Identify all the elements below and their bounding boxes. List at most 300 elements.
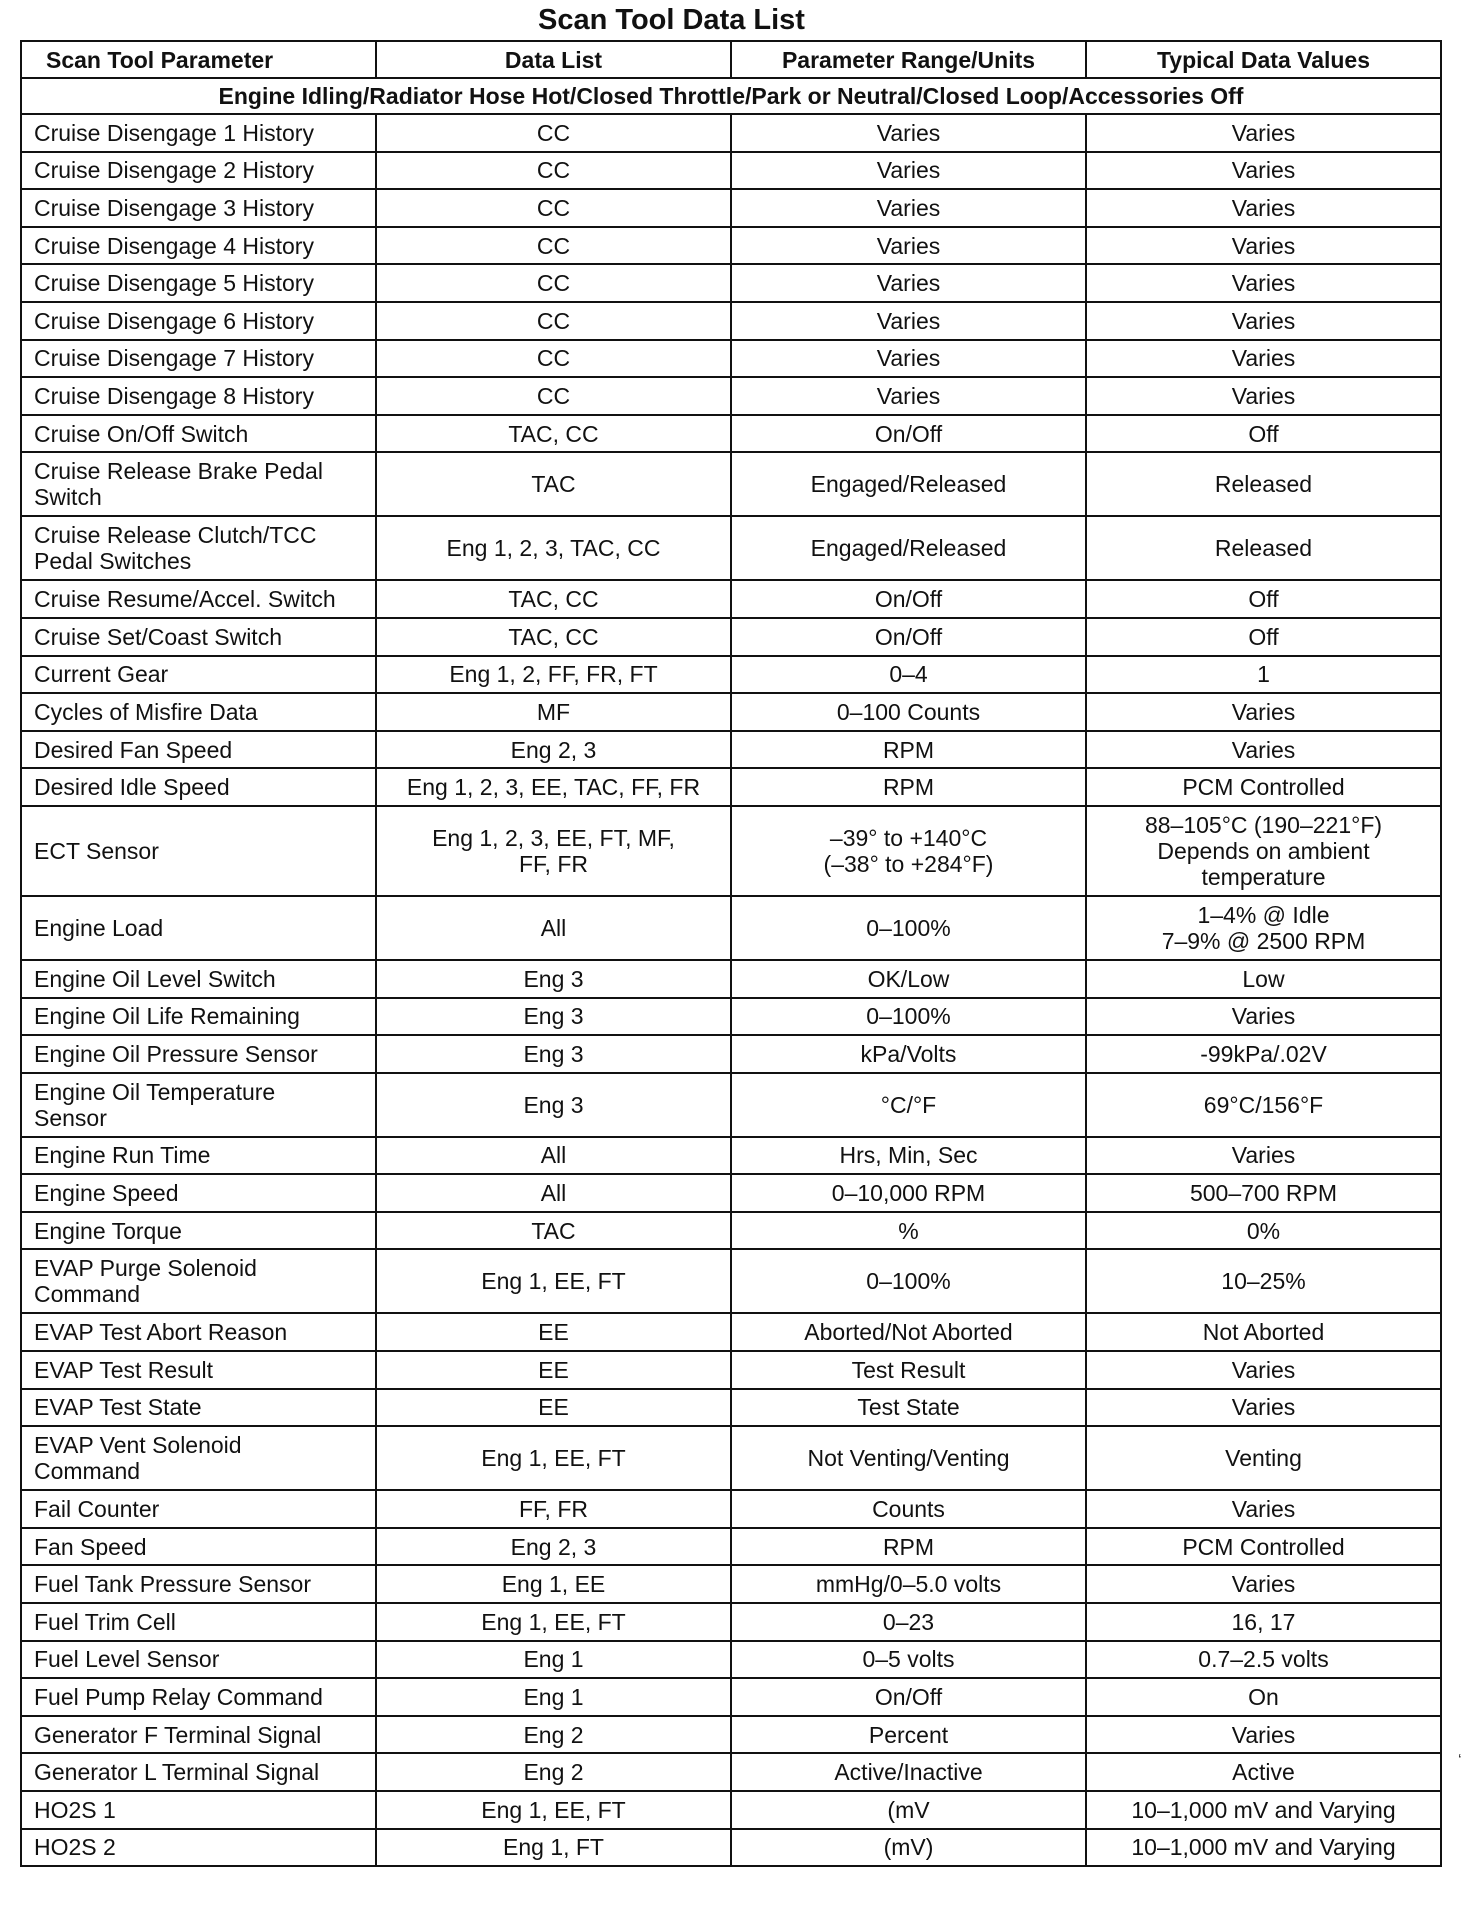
- cell-data-list: [376, 452, 731, 516]
- cell-data-list-line: Eng 1: [523, 1646, 584, 1673]
- section-heading: Engine Idling/Radiator Hose Hot/Closed Throttle/Park or Neutral/Closed Loop/Accessories Off: [21, 78, 1441, 114]
- cell-parameter-line: Desired Idle Speed: [34, 774, 230, 801]
- cell-range-units-line: °C/°F: [880, 1091, 937, 1118]
- cell-data-list-line: CC: [536, 307, 571, 334]
- cell-parameter-line: Cruise Disengage 7 History: [34, 345, 314, 372]
- cell-data-list: [376, 1212, 731, 1250]
- cell-range-units: [731, 618, 1086, 656]
- cell-parameter-line: Sensor: [34, 1104, 107, 1131]
- cell-typical-value: [1086, 768, 1441, 806]
- cell-range-units-line: Varies: [876, 194, 941, 221]
- cell-data-list: [376, 1073, 731, 1137]
- cell-typical-value: [1086, 693, 1441, 731]
- cell-typical-value-line: Depends on ambient: [1157, 837, 1370, 864]
- cell-typical-value-line: Varies: [1231, 1142, 1296, 1169]
- cell-parameter-line: Current Gear: [34, 661, 169, 688]
- cell-typical-value-line: 10–1,000 mV and Varying: [1131, 1796, 1396, 1823]
- cell-data-list: [376, 1678, 731, 1716]
- cell-typical-value-line: -99kPa/.02V: [1200, 1040, 1327, 1067]
- cell-data-list-line: CC: [536, 119, 571, 146]
- cell-data-list: [376, 1641, 731, 1679]
- cell-data-list: [376, 516, 731, 580]
- cell-range-units-line: %: [898, 1217, 919, 1244]
- table-row: [21, 998, 1441, 1036]
- cell-data-list-line: Eng 1, 2, 3, TAC, CC: [446, 535, 661, 562]
- cell-typical-value: [1086, 960, 1441, 998]
- cell-parameter: [21, 1212, 376, 1250]
- cell-typical-value: [1086, 1528, 1441, 1566]
- cell-parameter: [21, 1035, 376, 1073]
- cell-range-units: [731, 516, 1086, 580]
- cell-parameter: [21, 1753, 376, 1791]
- table-row: [21, 1035, 1441, 1073]
- cell-parameter-line: Cruise Disengage 8 History: [34, 382, 314, 409]
- cell-typical-value: [1086, 1753, 1441, 1791]
- cell-typical-value: [1086, 114, 1441, 152]
- table-row: [21, 656, 1441, 694]
- cell-typical-value: [1086, 998, 1441, 1036]
- cell-range-units-line: (mV): [883, 1834, 934, 1861]
- cell-parameter: [21, 1678, 376, 1716]
- cell-parameter-line: Cruise Disengage 3 History: [34, 194, 314, 221]
- cell-range-units-line: Varies: [876, 270, 941, 297]
- cell-range-units-line: Counts: [872, 1496, 945, 1523]
- cell-parameter: [21, 1313, 376, 1351]
- cell-data-list: [376, 580, 731, 618]
- cell-typical-value: [1086, 896, 1441, 960]
- column-header-parameter: Scan Tool Parameter: [21, 41, 376, 78]
- cell-parameter-line: Fail Counter: [34, 1496, 160, 1523]
- cell-typical-value-line: 10–25%: [1221, 1268, 1306, 1295]
- cell-range-units-line: OK/Low: [867, 965, 950, 992]
- cell-typical-value: [1086, 1313, 1441, 1351]
- cell-range-units: [731, 1426, 1086, 1490]
- cell-parameter: [21, 693, 376, 731]
- cell-range-units: [731, 1389, 1086, 1427]
- cell-data-list-line: Eng 2, 3: [510, 736, 597, 763]
- cell-parameter: [21, 1603, 376, 1641]
- cell-parameter: [21, 264, 376, 302]
- cell-range-units: [731, 960, 1086, 998]
- cell-parameter: [21, 1073, 376, 1137]
- cell-data-list: [376, 152, 731, 190]
- cell-typical-value-line: Varies: [1231, 307, 1296, 334]
- cell-typical-value: [1086, 1829, 1441, 1867]
- cell-parameter: [21, 1174, 376, 1212]
- cell-parameter-line: Engine Oil Temperature: [34, 1078, 276, 1105]
- cell-data-list-line: Eng 1, EE, FT: [481, 1796, 626, 1823]
- cell-parameter: [21, 189, 376, 227]
- cell-typical-value-line: Varies: [1231, 1571, 1296, 1598]
- cell-typical-value-line: Varies: [1231, 232, 1296, 259]
- cell-data-list-line: Eng 3: [523, 1003, 584, 1030]
- cell-data-list-line: All: [540, 1142, 567, 1169]
- cell-range-units-line: Test Result: [851, 1356, 966, 1383]
- cell-data-list: [376, 1565, 731, 1603]
- cell-typical-value: [1086, 1035, 1441, 1073]
- cell-data-list-line: MF: [536, 698, 571, 725]
- cell-typical-value: [1086, 1137, 1441, 1175]
- cell-parameter-line: Engine Oil Life Remaining: [34, 1003, 300, 1030]
- cell-parameter-line: Cruise Resume/Accel. Switch: [34, 586, 336, 613]
- cell-range-units: [731, 1641, 1086, 1679]
- table-row: [21, 1716, 1441, 1754]
- cell-data-list: [376, 264, 731, 302]
- cell-range-units: [731, 1212, 1086, 1250]
- cell-typical-value: [1086, 340, 1441, 378]
- table-row: [21, 1603, 1441, 1641]
- cell-data-list-line: Eng 1, EE, FT: [481, 1445, 626, 1472]
- cell-range-units-line: RPM: [882, 774, 935, 801]
- cell-data-list: [376, 377, 731, 415]
- cell-typical-value: [1086, 1603, 1441, 1641]
- cell-parameter-line: Cruise Disengage 6 History: [34, 307, 314, 334]
- cell-parameter: [21, 1137, 376, 1175]
- cell-typical-value-line: Low: [1242, 965, 1285, 992]
- cell-range-units-line: RPM: [882, 736, 935, 763]
- cell-typical-value-line: 69°C/156°F: [1203, 1091, 1324, 1118]
- cell-range-units-line: RPM: [882, 1533, 935, 1560]
- cell-data-list-line: Eng 2: [523, 1721, 584, 1748]
- cell-range-units-line: (–38° to +284°F): [823, 850, 994, 877]
- cell-parameter-line: Command: [34, 1281, 141, 1308]
- cell-data-list: [376, 960, 731, 998]
- cell-typical-value: [1086, 1716, 1441, 1754]
- cell-typical-value-line: 0.7–2.5 volts: [1198, 1646, 1329, 1673]
- table-row: [21, 1174, 1441, 1212]
- cell-typical-value-line: PCM Controlled: [1182, 774, 1345, 801]
- cell-parameter: [21, 580, 376, 618]
- cell-typical-value: [1086, 1351, 1441, 1389]
- cell-range-units: [731, 1351, 1086, 1389]
- cell-range-units: [731, 1313, 1086, 1351]
- table-row: [21, 896, 1441, 960]
- cell-parameter: [21, 1426, 376, 1490]
- cell-typical-value-line: Venting: [1225, 1445, 1302, 1472]
- cell-parameter: [21, 377, 376, 415]
- cell-data-list-line: Eng 2, 3: [510, 1533, 597, 1560]
- cell-range-units-line: On/Off: [874, 623, 943, 650]
- table-row: [21, 516, 1441, 580]
- cell-parameter-line: Fuel Tank Pressure Sensor: [34, 1571, 311, 1598]
- cell-parameter: [21, 1829, 376, 1867]
- cell-parameter: [21, 1490, 376, 1528]
- cell-typical-value: [1086, 618, 1441, 656]
- table-row: [21, 806, 1441, 896]
- cell-data-list: [376, 1249, 731, 1313]
- cell-range-units-line: Varies: [876, 119, 941, 146]
- cell-parameter-line: Engine Load: [34, 914, 164, 941]
- column-header-typical-values: Typical Data Values: [1086, 41, 1441, 78]
- cell-typical-value-line: Off: [1248, 623, 1279, 650]
- cell-data-list: [376, 415, 731, 453]
- cell-typical-value: [1086, 189, 1441, 227]
- cell-typical-value-line: Varies: [1231, 345, 1296, 372]
- cell-data-list-line: Eng 3: [523, 1040, 584, 1067]
- cell-parameter-line: Desired Fan Speed: [34, 736, 233, 763]
- cell-parameter-line: Engine Oil Pressure Sensor: [34, 1040, 318, 1067]
- cell-typical-value: [1086, 377, 1441, 415]
- cell-range-units-line: –39° to +140°C: [829, 824, 988, 851]
- table-row: [21, 1528, 1441, 1566]
- cell-data-list-line: TAC, CC: [508, 586, 599, 613]
- cell-typical-value: [1086, 264, 1441, 302]
- cell-typical-value-line: 88–105°C (190–221°F): [1144, 811, 1383, 838]
- cell-parameter: [21, 618, 376, 656]
- cell-range-units: [731, 1753, 1086, 1791]
- cell-data-list: [376, 1603, 731, 1641]
- cell-parameter: [21, 1716, 376, 1754]
- cell-data-list: [376, 1174, 731, 1212]
- cell-data-list-line: Eng 1, 2, 3, EE, TAC, FF, FR: [406, 774, 701, 801]
- table-row: [21, 340, 1441, 378]
- cell-range-units: [731, 580, 1086, 618]
- cell-range-units-line: kPa/Volts: [860, 1040, 957, 1067]
- cell-range-units-line: Varies: [876, 307, 941, 334]
- table-row: [21, 452, 1441, 516]
- cell-parameter-line: Engine Speed: [34, 1180, 179, 1207]
- cell-data-list-line: Eng 2: [523, 1759, 584, 1786]
- cell-typical-value: [1086, 1490, 1441, 1528]
- cell-range-units-line: (mV: [887, 1796, 930, 1823]
- table-row: [21, 1490, 1441, 1528]
- cell-data-list: [376, 1035, 731, 1073]
- cell-range-units-line: Varies: [876, 345, 941, 372]
- cell-parameter-line: Fan Speed: [34, 1533, 147, 1560]
- page-title: Scan Tool Data List: [538, 4, 805, 36]
- cell-typical-value-line: Released: [1214, 535, 1313, 562]
- table-row: [21, 618, 1441, 656]
- cell-typical-value-line: 500–700 RPM: [1189, 1180, 1338, 1207]
- cell-data-list: [376, 693, 731, 731]
- cell-range-units: [731, 1791, 1086, 1829]
- cell-data-list-line: CC: [536, 382, 571, 409]
- cell-range-units: [731, 114, 1086, 152]
- cell-typical-value: [1086, 452, 1441, 516]
- cell-parameter: [21, 960, 376, 998]
- cell-data-list: [376, 618, 731, 656]
- cell-parameter: [21, 731, 376, 769]
- cell-parameter-line: Cruise Disengage 2 History: [34, 157, 314, 184]
- cell-range-units: [731, 1528, 1086, 1566]
- table-row: [21, 189, 1441, 227]
- table-row: [21, 1351, 1441, 1389]
- cell-data-list-line: CC: [536, 157, 571, 184]
- cell-parameter: [21, 114, 376, 152]
- cell-range-units: [731, 1249, 1086, 1313]
- cell-data-list-line: TAC: [531, 1217, 576, 1244]
- cell-data-list: [376, 1528, 731, 1566]
- cell-range-units-line: On/Off: [874, 420, 943, 447]
- cell-parameter-line: Engine Oil Level Switch: [34, 965, 276, 992]
- cell-data-list: [376, 189, 731, 227]
- cell-parameter: [21, 340, 376, 378]
- cell-typical-value-line: Varies: [1231, 1721, 1296, 1748]
- cell-data-list: [376, 227, 731, 265]
- table-row: [21, 227, 1441, 265]
- cell-range-units: [731, 998, 1086, 1036]
- cell-parameter-line: Generator F Terminal Signal: [34, 1721, 322, 1748]
- cell-typical-value-line: temperature: [1201, 863, 1326, 890]
- cell-data-list: [376, 1389, 731, 1427]
- table-row: [21, 377, 1441, 415]
- cell-data-list-line: TAC: [531, 471, 576, 498]
- cell-typical-value: [1086, 1212, 1441, 1250]
- cell-data-list: [376, 1829, 731, 1867]
- column-header-range-units: Parameter Range/Units: [731, 41, 1086, 78]
- section-row: [21, 78, 1441, 114]
- table-row: [21, 264, 1441, 302]
- cell-data-list-line: Eng 1, 2, 3, EE, FT, MF,: [432, 824, 675, 851]
- scan-tool-data-table: [20, 40, 1442, 1867]
- cell-range-units-line: 0–100%: [866, 1003, 951, 1030]
- cell-range-units: [731, 264, 1086, 302]
- cell-parameter: [21, 1351, 376, 1389]
- cell-parameter: [21, 1528, 376, 1566]
- cell-range-units: [731, 1565, 1086, 1603]
- cell-typical-value-line: On: [1248, 1684, 1279, 1711]
- cell-range-units: [731, 452, 1086, 516]
- cell-parameter: [21, 302, 376, 340]
- cell-range-units: [731, 189, 1086, 227]
- cell-parameter-line: Switch: [34, 484, 102, 511]
- cell-typical-value: [1086, 1791, 1441, 1829]
- table-row: [21, 1791, 1441, 1829]
- cell-parameter-line: Cruise Disengage 5 History: [34, 270, 314, 297]
- cell-typical-value: [1086, 302, 1441, 340]
- cell-parameter: [21, 1249, 376, 1313]
- cell-parameter: [21, 1389, 376, 1427]
- cell-range-units-line: Engaged/Released: [810, 535, 1007, 562]
- cell-range-units: [731, 1603, 1086, 1641]
- cell-parameter-line: Cruise Release Brake Pedal: [34, 458, 323, 485]
- cell-typical-value-line: Released: [1214, 471, 1313, 498]
- cell-typical-value-line: 1–4% @ Idle: [1197, 901, 1330, 928]
- cell-range-units: [731, 693, 1086, 731]
- cell-range-units: [731, 302, 1086, 340]
- cell-range-units: [731, 1174, 1086, 1212]
- cell-data-list-line: Eng 1, 2, FF, FR, FT: [449, 661, 658, 688]
- cell-typical-value: [1086, 656, 1441, 694]
- cell-range-units-line: Not Venting/Venting: [807, 1445, 1010, 1472]
- cell-typical-value: [1086, 415, 1441, 453]
- table-row: [21, 1073, 1441, 1137]
- table-row: [21, 302, 1441, 340]
- cell-typical-value-line: 7–9% @ 2500 RPM: [1161, 927, 1366, 954]
- cell-data-list-line: TAC, CC: [508, 623, 599, 650]
- cell-typical-value: [1086, 516, 1441, 580]
- table-row: [21, 1829, 1441, 1867]
- cell-range-units: [731, 768, 1086, 806]
- cell-data-list: [376, 1351, 731, 1389]
- cell-range-units-line: Test State: [857, 1394, 960, 1421]
- header-row: [21, 41, 1441, 78]
- cell-parameter-line: EVAP Vent Solenoid: [34, 1432, 242, 1459]
- table-row: [21, 731, 1441, 769]
- cell-parameter: [21, 768, 376, 806]
- cell-parameter-line: Engine Torque: [34, 1217, 182, 1244]
- cell-parameter: [21, 1565, 376, 1603]
- table-body: [21, 78, 1441, 1866]
- cell-parameter-line: ECT Sensor: [34, 837, 159, 864]
- cell-data-list: [376, 302, 731, 340]
- cell-typical-value-line: Varies: [1231, 382, 1296, 409]
- cell-data-list: [376, 1716, 731, 1754]
- cell-typical-value-line: Active: [1232, 1759, 1295, 1786]
- cell-typical-value: [1086, 1678, 1441, 1716]
- cell-data-list: [376, 1490, 731, 1528]
- cell-range-units: [731, 896, 1086, 960]
- cell-data-list: [376, 806, 731, 896]
- cell-range-units: [731, 1829, 1086, 1867]
- cell-parameter-line: Fuel Pump Relay Command: [34, 1684, 323, 1711]
- table-row: [21, 1426, 1441, 1490]
- cell-parameter-line: Cruise Disengage 4 History: [34, 232, 314, 259]
- cell-parameter-line: Fuel Level Sensor: [34, 1646, 220, 1673]
- cell-data-list-line: Eng 3: [523, 965, 584, 992]
- table-row: [21, 114, 1441, 152]
- cell-data-list-line: Eng 1, EE, FT: [481, 1608, 626, 1635]
- cell-data-list: [376, 114, 731, 152]
- table-row: [21, 1641, 1441, 1679]
- cell-typical-value-line: Varies: [1231, 119, 1296, 146]
- cell-data-list: [376, 1753, 731, 1791]
- cell-typical-value-line: 16, 17: [1231, 1608, 1296, 1635]
- cell-data-list-line: EE: [538, 1319, 569, 1346]
- stray-mark: ‘: [1458, 1752, 1462, 1769]
- table-row: [21, 1678, 1441, 1716]
- cell-typical-value: [1086, 227, 1441, 265]
- cell-range-units: [731, 1035, 1086, 1073]
- cell-typical-value-line: Varies: [1231, 698, 1296, 725]
- cell-typical-value-line: Varies: [1231, 736, 1296, 763]
- cell-parameter-line: EVAP Purge Solenoid: [34, 1255, 257, 1282]
- cell-data-list: [376, 656, 731, 694]
- cell-typical-value-line: Off: [1248, 420, 1279, 447]
- cell-typical-value-line: PCM Controlled: [1182, 1533, 1345, 1560]
- cell-data-list-line: Eng 1, EE, FT: [481, 1268, 626, 1295]
- table-row: [21, 580, 1441, 618]
- cell-data-list-line: CC: [536, 270, 571, 297]
- cell-data-list: [376, 1313, 731, 1351]
- cell-data-list-line: CC: [536, 232, 571, 259]
- cell-parameter-line: Cruise Disengage 1 History: [34, 119, 314, 146]
- cell-parameter-line: EVAP Test Result: [34, 1356, 213, 1383]
- cell-range-units-line: 0–100%: [866, 1268, 951, 1295]
- table-row: [21, 960, 1441, 998]
- cell-range-units: [731, 1678, 1086, 1716]
- cell-typical-value-line: 10–1,000 mV and Varying: [1131, 1834, 1396, 1861]
- cell-range-units-line: Varies: [876, 382, 941, 409]
- cell-range-units-line: 0–100%: [866, 914, 951, 941]
- cell-typical-value-line: Varies: [1231, 270, 1296, 297]
- cell-data-list-line: Eng 1, EE: [501, 1571, 606, 1598]
- table-row: [21, 768, 1441, 806]
- cell-typical-value: [1086, 580, 1441, 618]
- cell-data-list-line: All: [540, 1180, 567, 1207]
- cell-range-units-line: On/Off: [874, 586, 943, 613]
- cell-range-units-line: On/Off: [874, 1684, 943, 1711]
- cell-range-units-line: Hrs, Min, Sec: [839, 1142, 978, 1169]
- cell-range-units: [731, 340, 1086, 378]
- table-row: [21, 152, 1441, 190]
- cell-range-units-line: Percent: [868, 1721, 949, 1748]
- cell-typical-value: [1086, 1641, 1441, 1679]
- cell-data-list: [376, 340, 731, 378]
- cell-range-units-line: 0–100 Counts: [836, 698, 981, 725]
- cell-typical-value-line: Varies: [1231, 1394, 1296, 1421]
- cell-range-units: [731, 1490, 1086, 1528]
